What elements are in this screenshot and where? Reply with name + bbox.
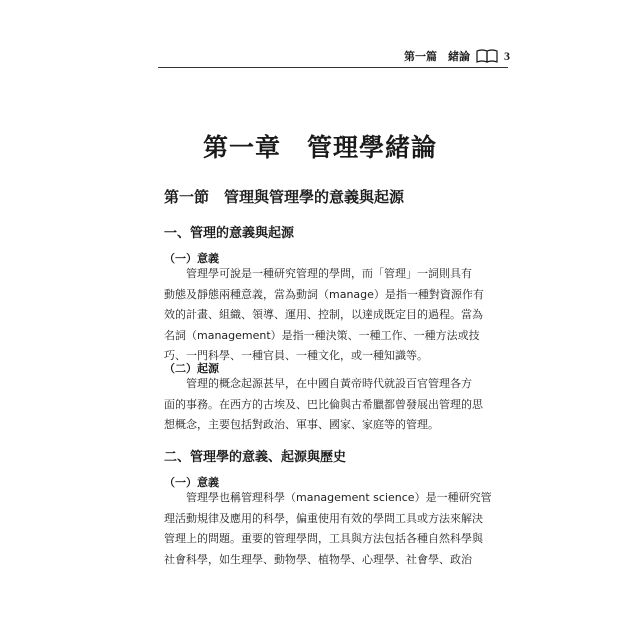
subheading-2-1: （一）意義 <box>164 476 219 489</box>
text-line: 效的計畫、組織、領導、運用、控制，以達成既定目的過程。當為 <box>164 308 483 321</box>
part-label: 第一篇 緒論 <box>404 50 470 63</box>
running-header <box>404 48 510 64</box>
section-title: 第一節 管理與管理學的意義與起源 <box>164 188 405 206</box>
subheading-1-1: （一）意義 <box>164 252 219 265</box>
text-line: 面的事務。在西方的古埃及、巴比倫與古希臘都曾發展出管理的思 <box>164 397 483 411</box>
text-line: 管理學也稱管理科學（management science）是一種研究管 <box>186 491 492 504</box>
text-line: 管理學可說是一種研究管理的學問，而「管理」一詞則具有 <box>186 267 472 280</box>
text-line: 想概念，主要包括對政治、軍事、國家、家庭等的管理。 <box>164 418 439 431</box>
paragraph-1-2 <box>164 374 500 436</box>
text-line: 管理的概念起源甚早，在中國自黃帝時代就設百官管理各方 <box>186 377 472 390</box>
page-number: 3 <box>504 48 510 63</box>
header-rule <box>158 67 508 68</box>
text-line: 理活動規律及應用的科學，偏重使用有效的學問工具或方法來解決 <box>164 511 483 525</box>
paragraph-1-1 <box>164 264 500 367</box>
subheading-1-2: （二）起源 <box>164 362 219 375</box>
book-icon <box>476 49 498 63</box>
text-line: 社會科學，如生理學、動物學、植物學、心理學、社會學、政治 <box>164 552 472 566</box>
chapter-title: 第一章 管理學緒論 <box>202 133 437 162</box>
text-line: 巧、一門科學、一種官員、一種文化，或一種知識等。 <box>164 349 428 362</box>
heading-1: 一、管理的意義與起源 <box>164 226 295 241</box>
text-line: 管理上的問題。重要的管理學問，工具與方法包括各種自然科學與 <box>164 532 483 545</box>
heading-2: 二、管理學的意義、起源與歷史 <box>164 450 347 465</box>
text-line: 動態及靜態兩種意義，當為動詞（manage）是指一種對資源作有 <box>164 287 484 301</box>
paragraph-2-1 <box>164 488 500 570</box>
text-line: 名詞（management）是指一種決策、一種工作、一種方法或技 <box>164 328 480 342</box>
